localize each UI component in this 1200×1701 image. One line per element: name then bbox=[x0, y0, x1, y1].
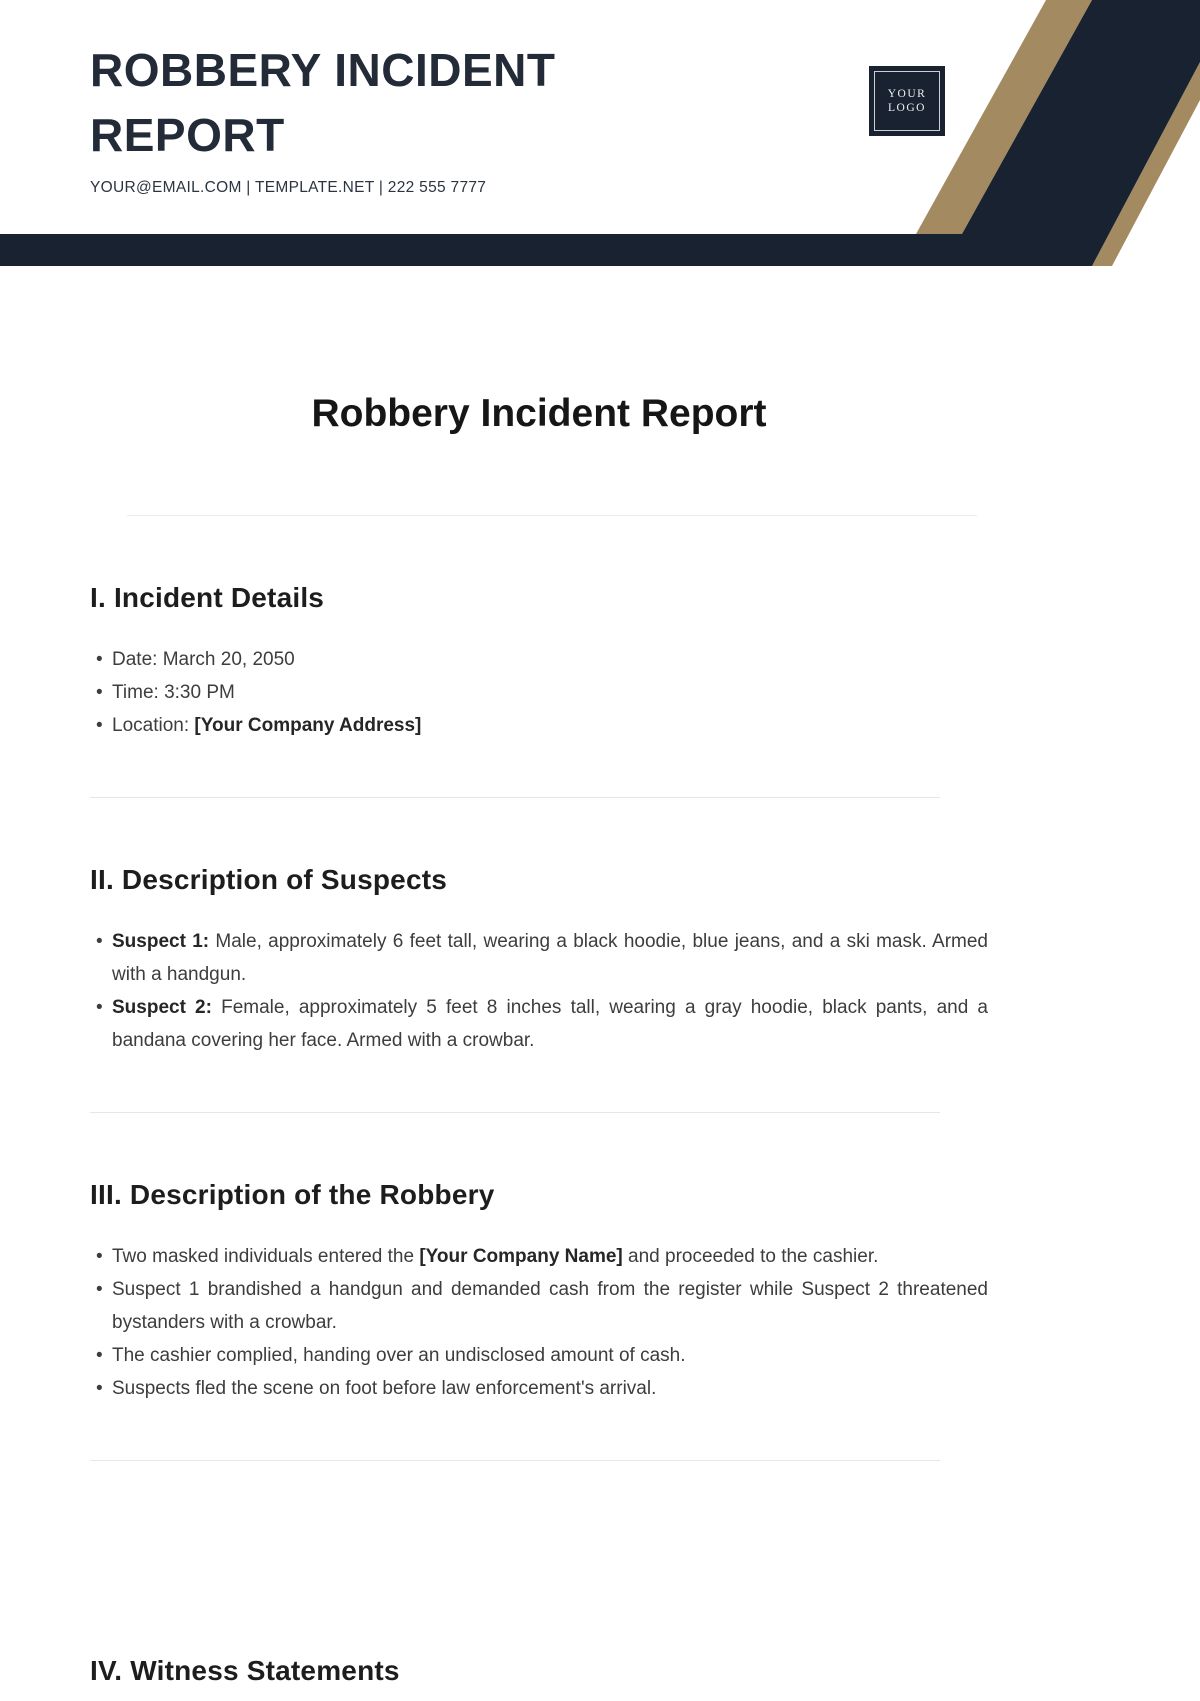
bullet-text: Female, approximately 5 feet 8 inches tall, wearing a gray hoodie, black pants, and a bandana covering her face. Armed with a crowbar. bbox=[112, 997, 989, 1051]
header-title bbox=[90, 38, 555, 168]
bullet-text: Suspects fled the scene on foot before law enforcement's arrival. bbox=[112, 1378, 657, 1399]
bullet-list bbox=[90, 1240, 988, 1405]
report-header bbox=[0, 0, 1200, 266]
bullet-text-bold: Suspect 1: bbox=[112, 931, 210, 952]
bullet-text: The cashier complied, handing over an undisclosed amount of cash. bbox=[112, 1345, 686, 1366]
bullet-icon: • bbox=[96, 1378, 103, 1399]
list-item bbox=[90, 1240, 988, 1273]
bullet-list bbox=[90, 925, 988, 1057]
title-divider bbox=[127, 515, 977, 516]
section-divider bbox=[90, 1112, 940, 1113]
list-item bbox=[90, 1273, 988, 1339]
bullet-text: Two masked individuals entered the bbox=[112, 1246, 420, 1267]
section-divider bbox=[90, 797, 940, 798]
logo-placeholder bbox=[874, 71, 940, 131]
bullet-text-bold: Suspect 2: bbox=[112, 997, 212, 1018]
bullet-text: Suspect 1 brandished a handgun and demanded cash from the register while Suspect 2 threatened bystanders with a crowbar. bbox=[112, 1279, 988, 1333]
section-heading: II. Description of Suspects bbox=[90, 864, 448, 895]
document-body bbox=[0, 266, 1200, 1689]
list-item bbox=[90, 991, 988, 1057]
header-title-line-1: ROBBERY INCIDENT bbox=[90, 44, 556, 96]
bullet-icon: • bbox=[96, 931, 103, 952]
bullet-icon: • bbox=[96, 649, 103, 670]
list-item bbox=[90, 925, 988, 991]
bullet-icon: • bbox=[96, 682, 103, 703]
bullet-text-bold: [Your Company Name] bbox=[419, 1246, 623, 1267]
bullet-text: Location: bbox=[112, 715, 195, 736]
bullet-icon: • bbox=[96, 715, 103, 736]
section-witness-statements bbox=[90, 1653, 988, 1689]
logo-text-line-1: YOUR bbox=[887, 88, 927, 100]
contact-info: YOUR@EMAIL.COM | TEMPLATE.NET | 222 555 7777 bbox=[90, 179, 487, 196]
logo-text-line-2: LOGO bbox=[888, 102, 926, 114]
bullet-icon: • bbox=[96, 1246, 103, 1267]
list-item bbox=[90, 709, 988, 742]
section-heading: I. Incident Details bbox=[90, 582, 325, 613]
bullet-text: and proceeded to the cashier. bbox=[622, 1246, 879, 1267]
bullet-icon: • bbox=[96, 1345, 103, 1366]
list-item bbox=[90, 1339, 988, 1372]
bullet-text: Date: March 20, 2050 bbox=[112, 649, 295, 670]
bullet-icon: • bbox=[96, 997, 103, 1018]
section-description-of-suspects bbox=[90, 862, 988, 1057]
header-title-line-2: REPORT bbox=[90, 109, 285, 161]
bullet-icon: • bbox=[96, 1279, 103, 1300]
section-incident-details bbox=[90, 580, 988, 742]
bullet-text: Male, approximately 6 feet tall, wearing a black hoodie, blue jeans, and a ski mask. Armed with a handgun. bbox=[112, 931, 988, 985]
list-item bbox=[90, 1372, 988, 1405]
bullet-text: Time: 3:30 PM bbox=[112, 682, 235, 703]
bullet-text-bold: [Your Company Address] bbox=[194, 715, 422, 736]
section-heading: IV. Witness Statements bbox=[90, 1655, 400, 1686]
list-item bbox=[90, 643, 988, 676]
logo-box bbox=[869, 66, 945, 136]
list-item bbox=[90, 676, 988, 709]
section-divider bbox=[90, 1460, 940, 1461]
section-description-of-robbery bbox=[90, 1177, 988, 1405]
bullet-list bbox=[90, 643, 988, 742]
document-title: Robbery Incident Report bbox=[311, 392, 767, 435]
section-heading: III. Description of the Robbery bbox=[90, 1179, 495, 1210]
